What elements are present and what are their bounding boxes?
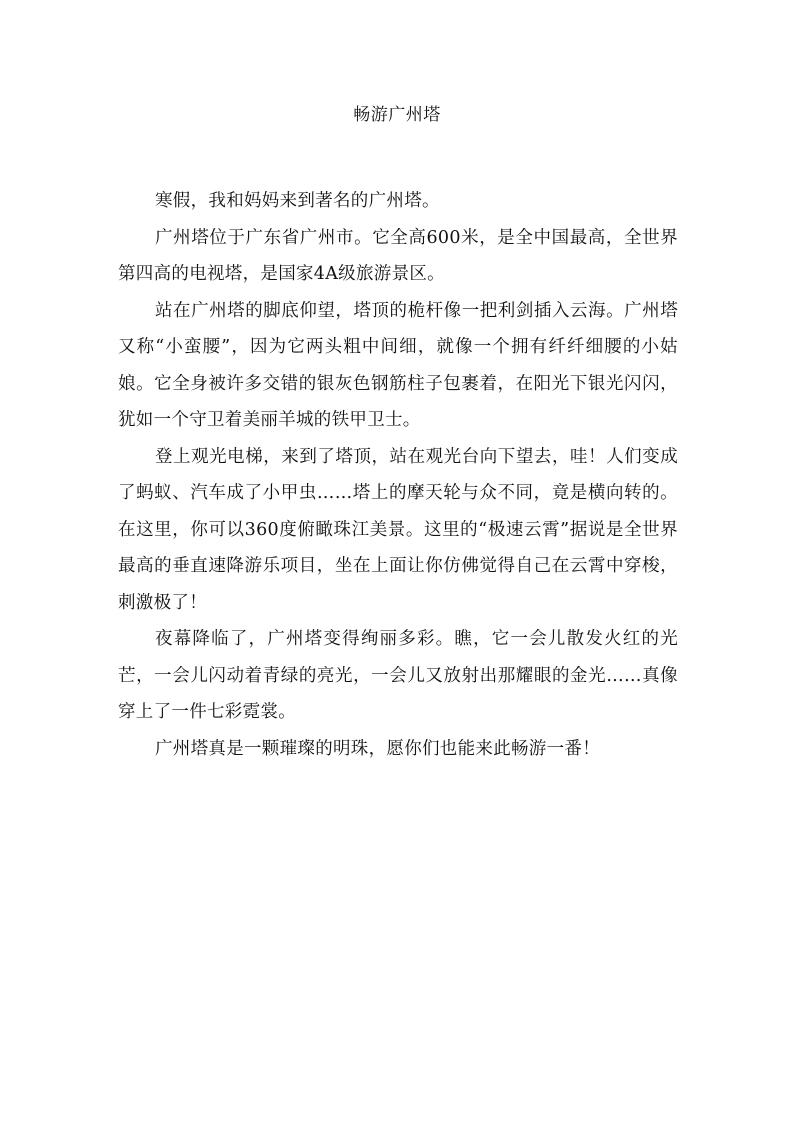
paragraph: 登上观光电梯，来到了塔顶，站在观光台向下望去，哇！人们变成了蚂蚁、汽车成了小甲虫……塔上的摩天轮与众不同，竟是横向转的。在这里，你可以360度俯瞰珠江美景。这里的“极速云霄”据说是全世界最高的垂直速降游乐项目，坐在上面让你仿佛觉得自己在云霄中穿梭，刺激极了！ <box>118 446 678 613</box>
paragraph: 寒假，我和妈妈来到著名的广州塔。 <box>155 191 440 211</box>
paragraph: 广州塔位于广东省广州市。它全高600米，是全中国最高，全世界第四高的电视塔，是国家4A级旅游景区。 <box>118 227 678 284</box>
document-body <box>118 183 678 767</box>
paragraph: 广州塔真是一颗璀璨的明珠，愿你们也能来此畅游一番！ <box>155 738 600 759</box>
paragraph: 站在广州塔的脚底仰望，塔顶的桅杆像一把利剑插入云海。广州塔又称“小蛮腰”，因为它两头粗中间细，就像一个拥有纤纤细腰的小姑娘。它全身被许多交错的银灰色钢筋柱子包裹着，在阳光下银光闪闪，犹如一个守卫着美丽羊城的铁甲卫士。 <box>118 300 678 430</box>
document-title: 畅游广州塔 <box>353 105 441 125</box>
paragraph: 夜幕降临了，广州塔变得绚丽多彩。瞧，它一会儿散发火红的光芒，一会儿闪动着青绿的亮光，一会儿又放射出那耀眼的金光……真像穿上了一件七彩霓裳。 <box>118 629 678 722</box>
